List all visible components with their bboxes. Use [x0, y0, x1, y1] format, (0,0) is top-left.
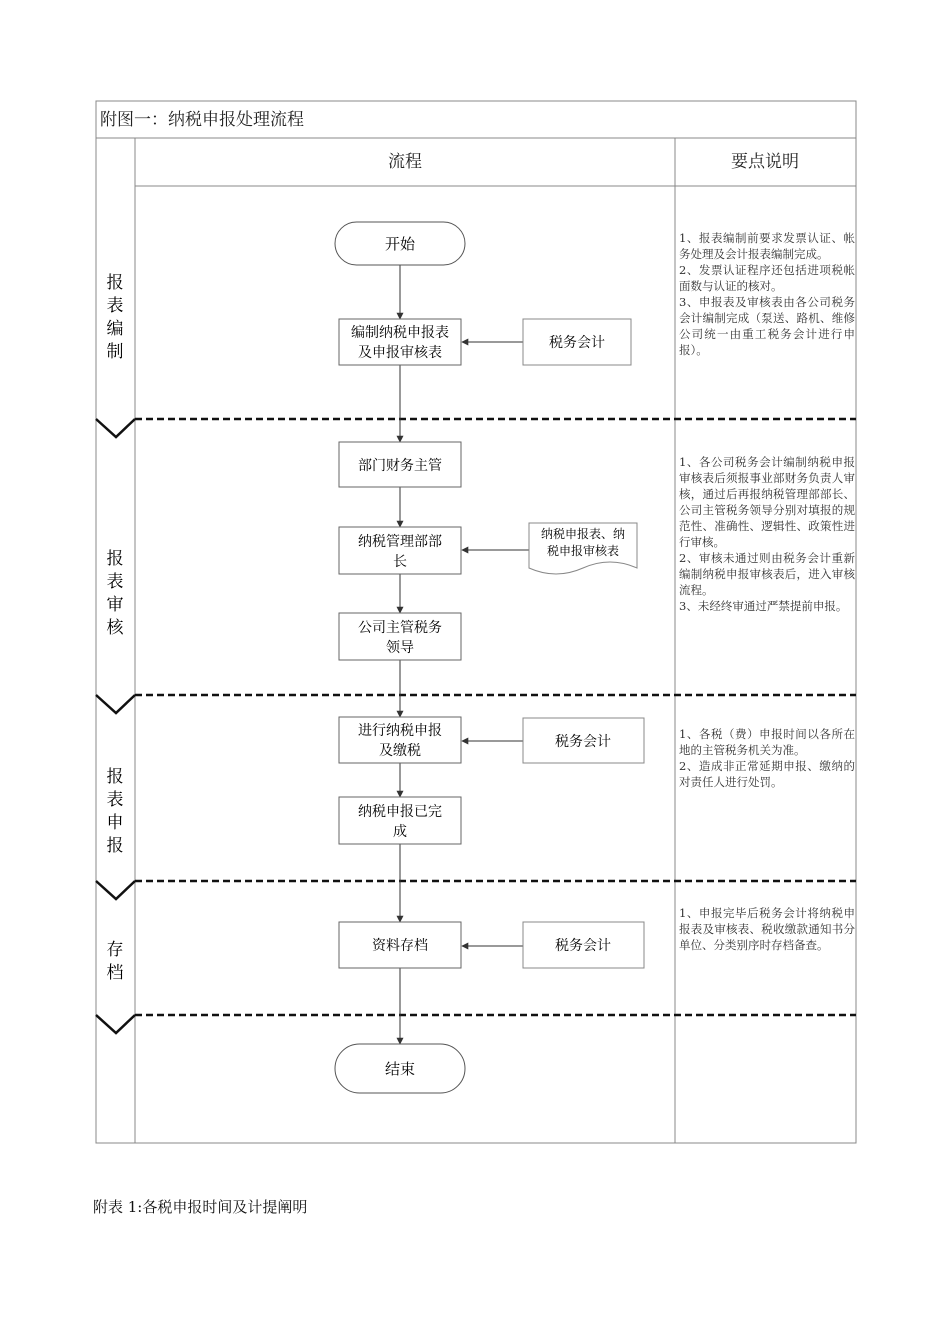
table-caption: 附表 1:各税申报时间及计提阐明: [93, 1198, 308, 1216]
figure-title: 附图一：纳税申报处理流程: [100, 110, 304, 130]
notes-compile: [679, 230, 855, 358]
note-item: 3、申报表及审核表由各公司税务会计编制完成（泵送、路机、维修公司统一由重工税务会计进行申报）。: [679, 295, 855, 357]
node-label: 领导: [386, 640, 414, 656]
note-item: 2、造成非正常延期申报、缴纳的对责任人进行处罚。: [679, 759, 855, 789]
node-label: 长: [393, 554, 407, 570]
node-compile: [339, 319, 461, 365]
lane-label-archive: [107, 940, 124, 983]
node-label: 税申报审核表: [546, 544, 620, 558]
lane-label-char: 档: [106, 963, 124, 983]
lane-chevron: [96, 419, 135, 437]
lane-label-char: 表: [106, 572, 124, 592]
lane-label-char: 制: [106, 342, 124, 362]
node-label: 进行纳税申报: [358, 723, 442, 739]
lane-label-char: 报: [106, 273, 124, 293]
note-item: 1、报表编制前要求发票认证、帐务处理及会计报表编制完成。: [679, 231, 855, 261]
node-archive: [339, 922, 461, 968]
notes-declare: [679, 726, 855, 790]
lane-label-char: 报: [106, 549, 124, 569]
node-label: 税务会计: [555, 734, 611, 750]
node-start: [335, 222, 465, 265]
lane-label-char: 核: [106, 618, 124, 638]
lane-label-review: [107, 549, 125, 638]
node-label: 编制纳税申报表: [351, 325, 449, 341]
node-done: [339, 797, 461, 844]
lane-chevron: [96, 695, 135, 713]
node-label: 纳税管理部部: [358, 534, 442, 550]
input-tax-accountant-1: [523, 319, 631, 365]
node-declare: [339, 717, 461, 763]
input-documents: [529, 523, 637, 574]
note-item: 2、审核未通过则由税务会计重新编制纳税申报审核表后，进入审核流程。: [679, 551, 855, 597]
node-label: 资料存档: [372, 938, 428, 954]
node-label: 开始: [384, 235, 416, 253]
lane-label-char: 报: [106, 767, 124, 787]
node-label: 结束: [384, 1060, 416, 1078]
notes-review: [679, 454, 855, 614]
lane-label-char: 表: [106, 790, 124, 810]
node-label: 税务会计: [549, 335, 605, 351]
node-label: 及缴税: [379, 743, 421, 759]
node-dept: [339, 442, 461, 487]
node-leader: [339, 613, 461, 660]
node-label: 税务会计: [555, 938, 611, 954]
input-tax-accountant-2: [523, 718, 644, 763]
lane-label-declare: [107, 767, 124, 856]
note-item: 1、申报完毕后税务会计将纳税申报表及审核表、税收缴款通知书分单位、分类别序时存档备查。: [679, 906, 855, 952]
input-tax-accountant-3: [523, 922, 644, 968]
lane-label-char: 报: [106, 836, 124, 856]
note-item: 2、发票认证程序还包括进项税帐面数与认证的核对。: [679, 263, 855, 293]
lane-chevron: [96, 881, 135, 899]
node-end: [335, 1044, 465, 1093]
lane-label-char: 存: [106, 940, 124, 960]
node-label: 部门财务主管: [358, 458, 442, 474]
lane-label-char: 表: [106, 296, 124, 316]
lane-label-char: 审: [106, 595, 124, 615]
column-header-notes: 要点说明: [731, 152, 799, 172]
notes-archive: [679, 905, 855, 953]
lane-chevron: [96, 1015, 135, 1033]
note-item: 3、未经终审通过严禁提前申报。: [679, 599, 848, 613]
note-item: 1、各税（费）申报时间以各所在地的主管税务机关为准。: [679, 727, 855, 757]
note-item: 1、各公司税务会计编制纳税申报审核表后须报事业部财务负责人审核，通过后再报纳税管理部部长、公司主管税务领导分别对填报的规范性、准确性、逻辑性、政策性进行审核。: [679, 455, 855, 549]
column-header-flow: 流程: [388, 152, 422, 172]
node-mgr: [339, 527, 461, 574]
node-label: 成: [393, 824, 407, 840]
node-label: 纳税申报已完: [358, 804, 442, 820]
node-label: 及申报审核表: [358, 345, 442, 361]
lane-label-char: 申: [106, 813, 124, 833]
node-label: 纳税申报表、纳: [540, 527, 626, 541]
lane-label-char: 编: [106, 319, 124, 339]
node-label: 公司主管税务: [358, 620, 442, 636]
lane-label-compile: [107, 273, 124, 362]
